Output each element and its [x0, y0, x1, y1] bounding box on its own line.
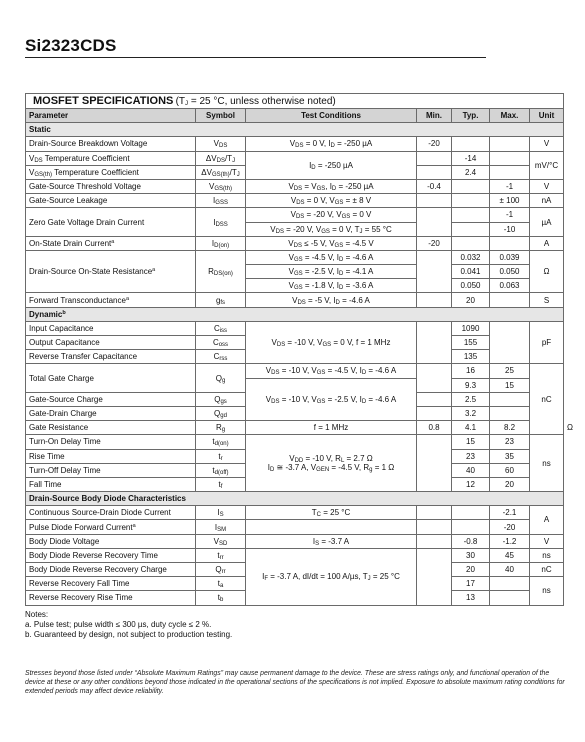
typ-cell: 9.3: [452, 378, 490, 392]
unit-cell: V: [530, 534, 564, 548]
min-cell: [417, 548, 452, 605]
max-cell: -10: [490, 222, 530, 236]
min-cell: [417, 250, 452, 293]
symbol-cell: $\Delta V_{DS}/T_J$: [196, 151, 246, 165]
min-cell: [417, 534, 452, 548]
typ-cell: 4.1: [452, 421, 490, 435]
typ-cell: 0.050: [452, 279, 490, 293]
section-dynamic: Dynamic$^b$: [26, 307, 564, 321]
min-cell: -20: [417, 137, 452, 151]
param-cell: Total Gate Charge: [26, 364, 196, 392]
table-row: [26, 179, 564, 193]
typ-cell: 3.2: [452, 406, 490, 420]
symbol-cell: $C_{iss}$: [196, 321, 246, 335]
max-cell: 20: [490, 477, 530, 491]
min-cell: [417, 321, 452, 364]
param-cell: Zero Gate Voltage Drain Current: [26, 208, 196, 236]
section-row-diode: [26, 492, 564, 506]
section-static: Static: [26, 123, 564, 137]
max-cell: 60: [490, 463, 530, 477]
min-cell: -20: [417, 236, 452, 250]
typ-cell: 20: [452, 293, 490, 307]
max-cell: 0.050: [490, 265, 530, 279]
unit-cell: ns: [530, 435, 564, 492]
table-row: [26, 506, 564, 520]
conditions-cell: $I_F = -3.7$ A, dI/dt = 100 A/µs, $T_J = 25$ °C: [246, 548, 417, 605]
section-row-dynamic: [26, 307, 564, 321]
conditions-cell: $V_{GS} = -2.5$ V, $I_D = -4.1$ A: [246, 265, 417, 279]
symbol-cell: $I_S$: [196, 506, 246, 520]
typ-cell: 15: [452, 435, 490, 449]
unit-cell: Ω: [530, 250, 564, 293]
typ-cell: 16: [452, 364, 490, 378]
unit-cell: A: [530, 236, 564, 250]
symbol-cell: $g_{fs}$: [196, 293, 246, 307]
symbol-cell: $t_{d(on)}$: [196, 435, 246, 449]
max-cell: 0.063: [490, 279, 530, 293]
typ-cell: [452, 236, 490, 250]
symbol-cell: $I_{DSS}$: [196, 208, 246, 236]
conditions-cell: $V_{DS} = 0$ V, $I_D = -250$ µA: [246, 137, 417, 151]
max-cell: [490, 151, 530, 165]
mosfet-specifications-table: [25, 93, 573, 606]
conditions-cell: $V_{DS} \le -5$ V, $V_{GS} = -4.5$ V: [246, 236, 417, 250]
param-cell: Pulse Diode Forward Current$^a$: [26, 520, 196, 534]
max-cell: 25: [490, 364, 530, 378]
conditions-cell: $V_{DS} = -20$ V, $V_{GS} = 0$ V: [246, 208, 417, 222]
header-test-conditions: Test Conditions: [246, 109, 417, 123]
max-cell: [490, 406, 530, 420]
param-cell: Body Diode Reverse Recovery Charge: [26, 563, 196, 577]
max-cell: -1.2: [490, 534, 530, 548]
table-row: [26, 293, 564, 307]
typ-cell: 0.032: [452, 250, 490, 264]
unit-cell: nC: [530, 364, 564, 435]
note-b: b. Guaranteed by design, not subject to production testing.: [25, 630, 233, 639]
stress-notice: Stresses beyond those listed under “Absolute Maximum Ratings” may cause permanent damage to the device. These are stress ratings only, and functional operation of the device at these or any other conditions beyond those indicated in the operational sections of the specifications is not implied. Exposure to absolute maximum rating conditions for extended periods may affect device reliability.: [25, 670, 565, 695]
symbol-cell: $I_{D(on)}$: [196, 236, 246, 250]
unit-cell: pF: [530, 321, 564, 364]
table-header-row: [26, 109, 564, 123]
param-cell: Reverse Recovery Rise Time: [26, 591, 196, 605]
symbol-cell: $t_b$: [196, 591, 246, 605]
typ-cell: 30: [452, 548, 490, 562]
conditions-cell: $I_D = -250$ µA: [246, 151, 417, 179]
conditions-cell: $V_{DS} = -10$ V, $V_{GS} = -4.5$ V, $I_D = -4.6$ A: [246, 364, 417, 378]
table-row: [26, 548, 564, 562]
max-cell: -1: [490, 208, 530, 222]
min-cell: [417, 293, 452, 307]
max-cell: [490, 321, 530, 364]
symbol-cell: $C_{oss}$: [196, 336, 246, 350]
param-cell: Reverse Recovery Fall Time: [26, 577, 196, 591]
param-cell: Body Diode Voltage: [26, 534, 196, 548]
table-row: [26, 520, 564, 534]
symbol-cell: $\Delta V_{GS(th)}/T_J$: [196, 165, 246, 179]
max-cell: 15: [490, 378, 530, 392]
max-cell: [490, 293, 530, 307]
max-cell: 0.039: [490, 250, 530, 264]
min-cell: 0.8: [417, 421, 452, 435]
symbol-cell: $t_a$: [196, 577, 246, 591]
symbol-cell: $I_{SM}$: [196, 520, 246, 534]
max-cell: 8.2: [490, 421, 530, 435]
typ-cell: 155: [452, 336, 490, 350]
param-cell: On-State Drain Current$^a$: [26, 236, 196, 250]
param-cell: Gate-Source Threshold Voltage: [26, 179, 196, 193]
min-cell: [417, 506, 452, 520]
param-cell: $V_{DS}$ Temperature Coefficient: [26, 151, 196, 165]
unit-cell: mV/°C: [530, 151, 564, 179]
conditions-cell: $T_C = 25$ °C: [246, 506, 417, 520]
conditions-cell: f = 1 MHz: [246, 421, 417, 435]
param-cell: Output Capacitance: [26, 336, 196, 350]
min-cell: [417, 435, 452, 492]
min-cell: [417, 406, 452, 420]
table-conditions: ($T_J = 25$ °C, unless otherwise noted): [175, 96, 336, 107]
symbol-cell: $I_{GSS}$: [196, 194, 246, 208]
max-cell: 35: [490, 449, 530, 463]
typ-cell: [452, 179, 490, 193]
param-cell: Input Capacitance: [26, 321, 196, 335]
conditions-cell: $V_{DS} = -5$ V, $I_D = -4.6$ A: [246, 293, 417, 307]
symbol-cell: $Q_{rr}$: [196, 563, 246, 577]
header-unit: Unit: [530, 109, 564, 123]
conditions-cell: $V_{DS} = -10$ V, $V_{GS} = -2.5$ V, $I_D = -4.6$ A: [246, 378, 417, 421]
symbol-cell: $t_f$: [196, 477, 246, 491]
unit-cell: nA: [530, 194, 564, 208]
table-row: [26, 534, 564, 548]
max-cell: [490, 577, 530, 591]
typ-cell: -0.8: [452, 534, 490, 548]
unit-cell: V: [530, 179, 564, 193]
title-divider: [25, 57, 486, 58]
table-row: [26, 194, 564, 208]
unit-cell: nC: [530, 563, 564, 577]
typ-cell: 20: [452, 563, 490, 577]
max-cell: 45: [490, 548, 530, 562]
unit-cell: ns: [530, 548, 564, 562]
param-cell: Rise Time: [26, 449, 196, 463]
typ-cell: [452, 194, 490, 208]
max-cell: [490, 236, 530, 250]
symbol-cell: $Q_g$: [196, 364, 246, 392]
typ-cell: 0.041: [452, 265, 490, 279]
notes-label: Notes:: [25, 610, 49, 619]
table-title: MOSFET SPECIFICATIONS: [33, 95, 174, 107]
conditions-cell: $I_S = -3.7$ A: [246, 534, 417, 548]
section-row-static: [26, 123, 564, 137]
param-cell: Reverse Transfer Capacitance: [26, 350, 196, 364]
param-cell: Drain-Source On-State Resistance$^a$: [26, 250, 196, 293]
part-number-title: Si2323CDS: [25, 36, 117, 55]
unit-cell: µA: [530, 208, 564, 236]
conditions-cell: $V_{GS} = -4.5$ V, $I_D = -4.6$ A: [246, 250, 417, 264]
typ-cell: [452, 222, 490, 236]
symbol-cell: $C_{rss}$: [196, 350, 246, 364]
typ-cell: 17: [452, 577, 490, 591]
max-cell: -2.1: [490, 506, 530, 520]
table-row: [26, 137, 564, 151]
typ-cell: 2.4: [452, 165, 490, 179]
table-row: [26, 435, 564, 449]
conditions-cell: $V_{GS} = -1.8$ V, $I_D = -3.6$ A: [246, 279, 417, 293]
param-cell: Body Diode Reverse Recovery Time: [26, 548, 196, 562]
conditions-cell: $V_{DD} = -10$ V, $R_L = 2.7$ Ω $I_D$ ≅ -3.7 A, $V_{GEN} = -4.5$ V, $R_g = 1$ Ω: [246, 435, 417, 492]
table-row: Gate Resistance $R_g$ f = 1 MHz 0.8 4.1 8.2 Ω: [26, 421, 564, 435]
param-cell: $V_{GS(th)}$ Temperature Coefficient: [26, 165, 196, 179]
conditions-cell: $V_{DS} = -10$ V, $V_{GS} = 0$ V, f = 1 MHz: [246, 321, 417, 364]
max-cell: [490, 137, 530, 151]
min-cell: [417, 392, 452, 406]
max-cell: 23: [490, 435, 530, 449]
param-cell: Gate-Source Charge: [26, 392, 196, 406]
param-cell: Continuous Source-Drain Diode Current: [26, 506, 196, 520]
symbol-cell: $V_{GS(th)}$: [196, 179, 246, 193]
symbol-cell: $Q_{gs}$: [196, 392, 246, 406]
param-cell: Gate Resistance: [26, 421, 196, 435]
section-diode: Drain-Source Body Diode Characteristics: [26, 492, 564, 506]
unit-cell: ns: [530, 577, 564, 605]
typ-cell: 135: [452, 350, 490, 364]
table-row: [26, 250, 564, 264]
conditions-cell: [246, 520, 417, 534]
symbol-cell: $V_{DS}$: [196, 137, 246, 151]
max-cell: [490, 165, 530, 179]
conditions-cell: $V_{DS} = -20$ V, $V_{GS} = 0$ V, $T_J = 55$ °C: [246, 222, 417, 236]
max-cell: -20: [490, 520, 530, 534]
typ-cell: 12: [452, 477, 490, 491]
param-cell: Fall Time: [26, 477, 196, 491]
param-cell: Gate-Drain Charge: [26, 406, 196, 420]
conditions-cell: $V_{DS} = V_{GS}$, $I_D = -250$ µA: [246, 179, 417, 193]
unit-cell: A: [530, 506, 564, 534]
param-cell: Turn-Off Delay Time: [26, 463, 196, 477]
param-cell: Turn-On Delay Time: [26, 435, 196, 449]
min-cell: [417, 208, 452, 236]
max-cell: [490, 392, 530, 406]
typ-cell: 13: [452, 591, 490, 605]
symbol-cell: $V_{SD}$: [196, 534, 246, 548]
param-cell: Drain-Source Breakdown Voltage: [26, 137, 196, 151]
notes-block: [25, 610, 232, 640]
typ-cell: [452, 137, 490, 151]
typ-cell: 40: [452, 463, 490, 477]
max-cell: 40: [490, 563, 530, 577]
header-symbol: Symbol: [196, 109, 246, 123]
header-max: Max.: [490, 109, 530, 123]
param-cell: Gate-Source Leakage: [26, 194, 196, 208]
min-cell: [417, 520, 452, 534]
symbol-cell: $t_r$: [196, 449, 246, 463]
unit-cell: S: [530, 293, 564, 307]
table-banner: [26, 94, 564, 109]
symbol-cell: $R_g$: [196, 421, 246, 435]
symbol-cell: $Q_{gd}$: [196, 406, 246, 420]
max-cell: -1: [490, 179, 530, 193]
header-parameter: Parameter: [26, 109, 196, 123]
min-cell: -0.4: [417, 179, 452, 193]
min-cell: [417, 194, 452, 208]
symbol-cell: $t_{d(off)}$: [196, 463, 246, 477]
header-typ: Typ.: [452, 109, 490, 123]
min-cell: [417, 151, 452, 165]
param-cell: Forward Transconductance$^a$: [26, 293, 196, 307]
max-cell: [490, 591, 530, 605]
min-cell: [417, 165, 452, 179]
table-row: [26, 236, 564, 250]
typ-cell: [452, 208, 490, 222]
typ-cell: -14: [452, 151, 490, 165]
note-a: a. Pulse test; pulse width ≤ 300 µs, duty cycle ≤ 2 %.: [25, 620, 212, 629]
max-cell: ± 100: [490, 194, 530, 208]
header-min: Min.: [417, 109, 452, 123]
table-row: [26, 208, 564, 222]
typ-cell: [452, 506, 490, 520]
conditions-cell: $V_{DS} = 0$ V, $V_{GS}$ = ± 8 V: [246, 194, 417, 208]
typ-cell: [452, 520, 490, 534]
symbol-cell: $R_{DS(on)}$: [196, 250, 246, 293]
symbol-cell: $t_{rr}$: [196, 548, 246, 562]
table-row: [26, 321, 564, 335]
typ-cell: 2.5: [452, 392, 490, 406]
typ-cell: 23: [452, 449, 490, 463]
table-row: [26, 151, 564, 165]
table-row: [26, 364, 564, 378]
typ-cell: 1090: [452, 321, 490, 335]
unit-cell: V: [530, 137, 564, 151]
min-cell: [417, 364, 452, 392]
